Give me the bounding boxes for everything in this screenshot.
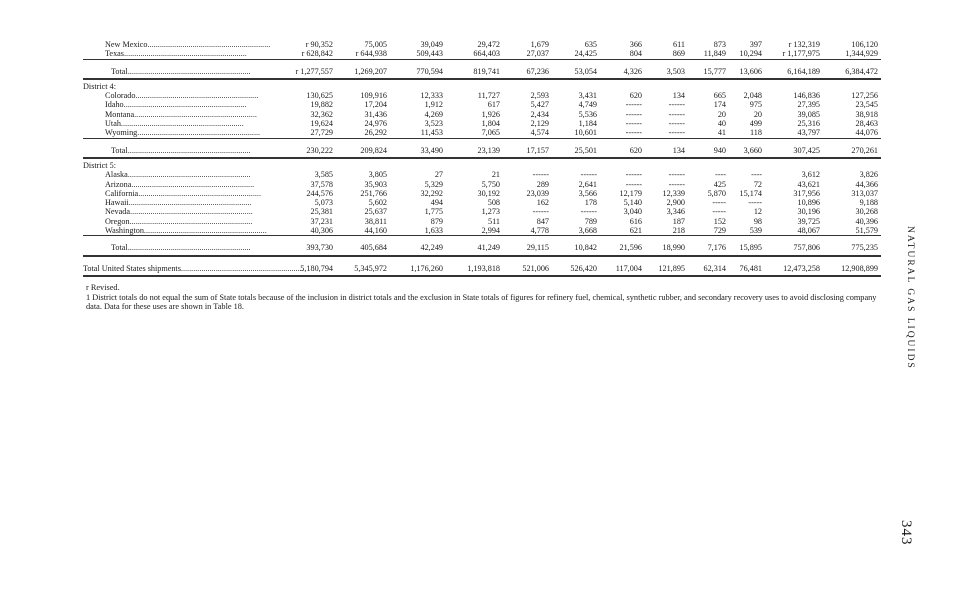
table-cell: 366 [629,40,642,49]
table-cell: ---- [751,170,762,180]
table-cell: ------ [668,100,685,110]
table-cell: 38,811 [364,216,387,226]
table-row [83,226,881,236]
table-cell: 251,766 [360,188,387,198]
table-cell: r 132,319 [788,40,820,49]
table-cell: 11,849 [703,49,726,59]
table-cell: r 644,938 [355,49,387,59]
row-label: District 5: [83,160,116,170]
table-cell: 20 [753,109,762,119]
table-cell: 1,804 [481,119,500,129]
table-cell: 67,236 [503,64,552,79]
row-label: Washington [105,226,144,236]
table-cell: 117,004 [600,261,645,276]
table-cell: ------ [668,170,685,180]
table-cell: ----- [712,207,726,217]
table-cell: ---- [715,170,726,180]
table-cell: 847 [536,216,549,226]
dot-leader: ............................................................ [134,109,257,119]
table-cell: 1,912 [424,100,443,110]
table-cell: 21 [491,170,500,180]
table-cell: 12,333 [420,91,443,101]
table-cell: 230,222 [283,143,336,158]
dot-leader: ............................................................ [138,188,262,198]
table-cell: 616 [629,216,642,226]
table-cell: 48,067 [797,226,820,236]
table-cell: 23,545 [855,100,878,110]
table-cell: 25,316 [797,119,820,129]
table-cell: 39,725 [797,216,820,226]
dot-leader: ............................................................ [129,216,253,226]
table-cell: 3,346 [666,207,685,217]
table-cell: 5,073 [314,198,333,208]
table-cell: 1,926 [481,109,500,119]
table-row [83,207,881,216]
table-cell: ------ [668,119,685,129]
table-cell: 12,908,899 [823,261,881,276]
table-cell: 43,621 [797,179,820,189]
table-cell: ------ [625,100,642,110]
table-cell: 30,192 [477,188,500,198]
dot-leader: ............................................................ [137,128,261,138]
table-cell: 44,076 [855,128,878,138]
table-cell: 3,660 [729,143,765,158]
table-cell: 76,481 [729,261,765,276]
table-cell: 39,049 [420,40,443,49]
row-label: Hawaii [105,198,129,208]
row-label: Total United States shipments [83,263,181,273]
table-cell: 20 [717,109,726,119]
table-cell: 11,727 [477,91,500,101]
table-cell: 10,601 [574,128,597,138]
table-cell: 1,273 [481,207,500,217]
table-cell: 24,425 [574,49,597,59]
table-cell: 30,268 [855,207,878,217]
table-row [83,49,881,59]
table-cell: 10,896 [797,198,820,208]
table-cell: 218 [672,226,685,236]
table-cell: 975 [749,100,762,110]
table-cell: 32,362 [310,109,333,119]
table-cell: 33,490 [390,143,446,158]
table-cell: 10,294 [739,49,762,59]
district-heading [83,79,881,91]
table-cell: 757,806 [765,240,823,255]
table-cell: 127,256 [851,91,878,101]
table-cell: 2,048 [743,91,762,101]
table-cell: 405,684 [336,240,390,255]
dot-leader: ............................................................ [147,40,271,49]
table-cell: 27,395 [797,100,820,110]
table-cell: ------ [532,170,549,180]
table-cell: 729 [713,226,726,236]
table-cell: 4,574 [530,128,549,138]
footnote-1: 1 District totals do not equal the sum of State totals because of the inclusion in district totals and the exclusion in State totals of figures for refinery fuel, chemical, synthetic rubber, and secondary recovery uses to avoid disclosing company data. Data for these uses are shown in Table 18. [86,292,877,312]
table-cell: 19,624 [310,119,333,129]
table-cell: 1,775 [424,207,443,217]
table-cell: ------ [625,119,642,129]
revised-note: r Revised. [86,283,120,292]
shipments-table [83,40,881,277]
table-cell: 3,826 [859,170,878,180]
table-cell: 1,176,260 [390,261,446,276]
total-row [83,143,881,158]
table-cell: 38,918 [855,109,878,119]
table-cell: 621 [629,226,642,236]
table-cell: 4,269 [424,109,443,119]
table-cell: 130,625 [306,91,333,101]
table-cell: ------ [580,170,597,180]
table-cell: 425 [713,179,726,189]
page-number: 343 [898,520,914,546]
table-cell: 620 [600,143,645,158]
table-cell: 25,381 [310,207,333,217]
total-row [83,64,881,79]
table-cell: 393,730 [283,240,336,255]
table-cell: 5,180,794 [283,261,336,276]
table-cell: 178 [584,198,597,208]
table-cell: 23,039 [526,188,549,198]
table-cell: 9,188 [859,198,878,208]
table-cell: 6,164,189 [765,64,823,79]
table-cell: 12,179 [619,188,642,198]
table-row [83,198,881,207]
table-cell: 869 [672,49,685,59]
table-cell: 539 [749,226,762,236]
table-cell: 775,235 [823,240,881,255]
table-cell: ------ [532,207,549,217]
table-cell: ------ [668,109,685,119]
table-cell: 1,679 [530,40,549,49]
running-head: NATURAL GAS LIQUIDS [905,226,915,370]
table-cell: 494 [430,198,443,208]
table-cell: 174 [713,100,726,110]
table-cell: 15,777 [688,64,729,79]
row-label: Colorado [105,91,136,101]
dot-leader: ............................................................ [120,119,244,129]
table-cell: 134 [645,143,688,158]
table-cell: 43,797 [797,128,820,138]
table-cell: 41 [717,128,726,138]
dot-leader: ............................................................ [131,179,255,189]
table-cell: 98 [753,216,762,226]
dot-leader: ............................................................ [143,226,267,236]
table-cell: 75,005 [364,40,387,49]
table-cell: 15,174 [739,188,762,198]
table-cell: 17,157 [503,143,552,158]
row-label: Montana [105,109,135,119]
dot-leader: ............................................................ [127,170,251,180]
table-cell: 152 [713,216,726,226]
row-label: District 4: [83,81,116,91]
table-cell: 499 [749,119,762,129]
table-cell: 611 [673,40,685,49]
table-cell: 313,037 [851,188,878,198]
table-row [83,91,881,100]
table-cell: 40 [717,119,726,129]
table-cell: ----- [712,198,726,208]
table-cell: r 90,352 [305,40,333,49]
row-label: Nevada [105,207,131,217]
row-label: New Mexico [105,40,148,49]
table-cell: r 628,842 [301,49,333,59]
table-cell: 209,824 [336,143,390,158]
table-notes [86,283,886,312]
table-cell: 162 [536,198,549,208]
table-cell: 511 [488,216,500,226]
table-cell: 620 [629,91,642,101]
table-cell: 40,306 [310,226,333,236]
row-label: Alaska [105,170,128,180]
table-cell: 26,292 [364,128,387,138]
table-cell: 118 [750,128,762,138]
table-cell: 2,434 [530,109,549,119]
row-label: Wyoming [105,128,138,138]
table-cell: ------ [625,109,642,119]
dot-leader: ............................................................ [127,243,251,253]
table-cell: 940 [688,143,729,158]
table-cell: 5,345,972 [336,261,390,276]
table-cell: 35,903 [364,179,387,189]
table-cell: 873 [713,40,726,49]
table-row [83,189,881,198]
table-cell: 3,612 [801,170,820,180]
district-heading [83,158,881,170]
table-cell: 32,292 [420,188,443,198]
table-cell: ----- [748,198,762,208]
table-row [83,100,881,109]
table-row [83,40,881,49]
table-row [83,119,881,128]
table-cell: ------ [580,207,597,217]
table-cell: 15,895 [729,240,765,255]
table-cell: ------ [668,128,685,138]
table-cell: 1,269,207 [336,64,390,79]
table-cell: 31,436 [364,109,387,119]
table-cell: 3,805 [368,170,387,180]
table-cell: 5,427 [530,100,549,110]
table-cell: r 1,177,975 [782,49,820,59]
table-cell: 289 [536,179,549,189]
table-cell: 3,503 [645,64,688,79]
table-cell: 1,193,818 [446,261,503,276]
table-cell: 1,633 [424,226,443,236]
dot-leader: ............................................................ [128,198,252,208]
table-cell: 5,140 [623,198,642,208]
table-cell: 146,836 [793,91,820,101]
table-cell: 770,594 [390,64,446,79]
dot-leader: ............................................................ [127,66,251,76]
table-cell: 635 [584,40,597,49]
table-cell: 40,396 [855,216,878,226]
table-cell: 804 [629,49,642,59]
table-cell: 5,870 [707,188,726,198]
table-cell: 12,473,258 [765,261,823,276]
table-cell: 4,326 [600,64,645,79]
table-cell: ------ [625,128,642,138]
table-cell: 664,403 [473,49,500,59]
table-cell: 526,420 [552,261,600,276]
table-cell: 3,668 [578,226,597,236]
table-cell: ------ [625,179,642,189]
table-cell: 24,976 [364,119,387,129]
table-cell: 51,579 [855,226,878,236]
grand-total-row [83,261,881,276]
table-cell: 270,261 [823,143,881,158]
table-cell: 27,729 [310,128,333,138]
row-label: Idaho [105,100,124,110]
dot-leader: ............................................................ [123,100,247,110]
dot-leader: ............................................................ [130,207,253,217]
table-cell: 819,741 [446,64,503,79]
table-cell: 19,882 [310,100,333,110]
table-cell: 134 [672,91,685,101]
table-cell: 3,431 [578,91,597,101]
table-cell: 665 [713,91,726,101]
table-cell: r 1,277,557 [283,64,336,79]
table-cell: 3,523 [424,119,443,129]
table-cell: 6,384,472 [823,64,881,79]
row-label: Total [111,145,128,155]
table-cell: 317,956 [793,188,820,198]
table-cell: 879 [430,216,443,226]
table-cell: 521,006 [503,261,552,276]
table-cell: 12,339 [662,188,685,198]
table-cell: 1,184 [578,119,597,129]
table-cell: 42,249 [390,240,446,255]
table-cell: 2,593 [530,91,549,101]
dot-leader: ............................................................ [180,263,304,273]
table-cell: 3,040 [623,207,642,217]
table-cell: 617 [487,100,500,110]
table-cell: 508 [487,198,500,208]
table-cell: 44,366 [855,179,878,189]
table-cell: 106,120 [851,40,878,49]
table-cell: 12 [753,207,762,217]
table-row [83,128,881,138]
table-cell: 2,994 [481,226,500,236]
table-cell: 13,606 [729,64,765,79]
table-cell: 11,453 [420,128,443,138]
table-cell: ------ [668,179,685,189]
table-cell: 509,443 [416,49,443,59]
row-label: Texas [105,49,124,59]
dot-leader: ............................................................ [123,49,247,59]
table-cell: 187 [672,216,685,226]
table-cell: 7,176 [688,240,729,255]
dot-leader: ............................................................ [135,91,259,101]
table-cell: 1,344,929 [845,49,878,59]
table-cell: 29,472 [477,40,500,49]
table-cell: 5,329 [424,179,443,189]
table-cell: ------ [625,170,642,180]
row-label: Total [111,66,128,76]
row-label: Total [111,243,128,253]
table-cell: 5,750 [481,179,500,189]
table-cell: 28,463 [855,119,878,129]
table-row [83,180,881,189]
table-cell: 17,204 [364,100,387,110]
table-cell: 37,578 [310,179,333,189]
table-cell: 41,249 [446,240,503,255]
row-label: Utah [105,119,121,129]
table-cell: 5,602 [368,198,387,208]
table-cell: 44,160 [364,226,387,236]
table-cell: 789 [584,216,597,226]
table-cell: 2,129 [530,119,549,129]
table-cell: 29,115 [503,240,552,255]
table-cell: 2,641 [578,179,597,189]
dot-leader: ............................................................ [127,145,251,155]
table-cell: 4,749 [578,100,597,110]
table-cell: 30,196 [797,207,820,217]
table-cell: 4,778 [530,226,549,236]
row-label: Arizona [105,179,132,189]
table-row [83,217,881,226]
table-cell: 10,842 [552,240,600,255]
table-cell: 25,637 [364,207,387,217]
total-row [83,240,881,255]
table-cell: 27,037 [526,49,549,59]
table-cell: 62,314 [688,261,729,276]
table-cell: 7,065 [481,128,500,138]
table-cell: 23,139 [446,143,503,158]
table-cell: 53,054 [552,64,600,79]
table-cell: 244,576 [306,188,333,198]
table-cell: 39,085 [797,109,820,119]
table-cell: 109,916 [360,91,387,101]
table-cell: 3,585 [314,170,333,180]
table-cell: 121,895 [645,261,688,276]
table-cell: 2,900 [666,198,685,208]
table-cell: 397 [749,40,762,49]
table-cell: 5,536 [578,109,597,119]
table-cell: 25,501 [552,143,600,158]
table-row [83,170,881,179]
row-label: Oregon [105,216,130,226]
table-cell: 3,566 [578,188,597,198]
table-cell: 72 [753,179,762,189]
table-cell: 18,990 [645,240,688,255]
table-cell: 307,425 [765,143,823,158]
table-cell: 27 [434,170,443,180]
table-row [83,110,881,119]
table-cell: 37,231 [310,216,333,226]
row-label: California [105,188,139,198]
table-cell: 21,596 [600,240,645,255]
